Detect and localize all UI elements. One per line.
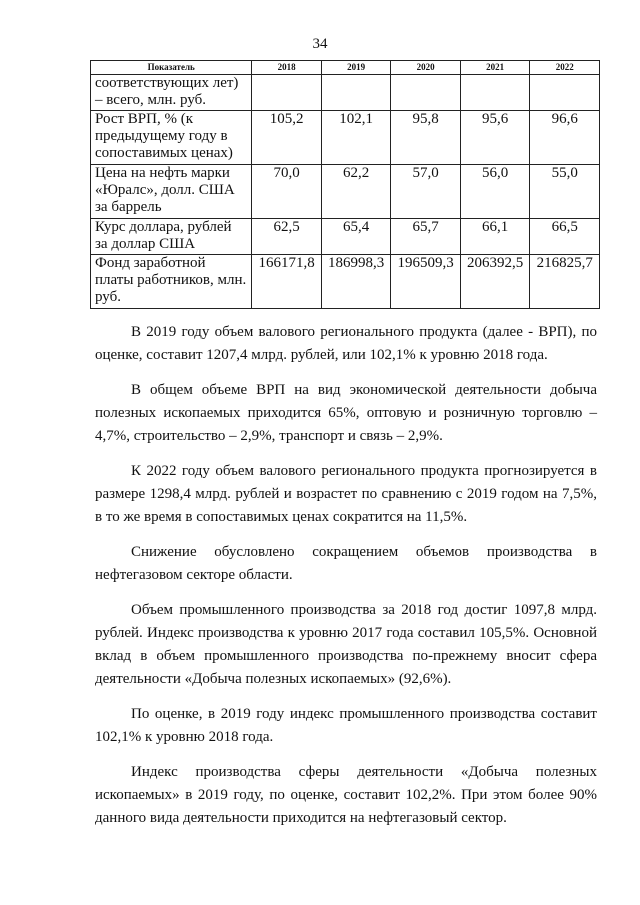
cell	[460, 75, 530, 111]
header-2022: 2022	[530, 61, 600, 75]
paragraph: В общем объеме ВРП на вид экономической деятельности добыча полезных ископаемых приходится 65%, оптовую и розничную торговлю – 4,7%, строительство – 2,9%, транспорт и связь – 2,9%.	[95, 382, 597, 444]
cell: 65,7	[391, 219, 461, 255]
cell	[391, 75, 461, 111]
cell: 102,1	[321, 111, 391, 165]
paragraph: По оценке, в 2019 году индекс промышленного производства составит 102,1% к уровню 2018 года.	[95, 706, 597, 745]
cell: 70,0	[252, 165, 322, 219]
cell: 196509,3	[391, 255, 461, 309]
cell: 55,0	[530, 165, 600, 219]
table-row	[91, 219, 600, 255]
header-2019: 2019	[321, 61, 391, 75]
paragraph: Снижение обусловлено сокращением объемов производства в нефтегазовом секторе области.	[95, 544, 597, 583]
header-indicator: Показатель	[91, 61, 252, 75]
header-2020: 2020	[391, 61, 461, 75]
forecast-table	[90, 60, 600, 309]
cell	[530, 75, 600, 111]
body-text	[95, 321, 597, 842]
cell	[321, 75, 391, 111]
cell: 206392,5	[460, 255, 530, 309]
cell: 95,8	[391, 111, 461, 165]
row-label: Курс доллара, рублей за доллар США	[91, 219, 252, 255]
row-label: Фонд заработной платы работников, млн. руб.	[91, 255, 252, 309]
cell: 95,6	[460, 111, 530, 165]
cell	[252, 75, 322, 111]
cell: 66,5	[530, 219, 600, 255]
table-row	[91, 255, 600, 309]
row-label: Рост ВРП, % (к предыдущему году в сопоставимых ценах)	[91, 111, 252, 165]
cell: 186998,3	[321, 255, 391, 309]
table-header-row	[91, 61, 600, 75]
paragraph: К 2022 году объем валового регионального продукта прогнозируется в размере 1298,4 млрд. рублей и возрастет по сравнению с 2019 годом на 7,5%, в то же время в сопоставимых ценах сократится на 11,5%.	[95, 463, 597, 525]
table-row	[91, 111, 600, 165]
cell: 57,0	[391, 165, 461, 219]
cell: 66,1	[460, 219, 530, 255]
row-label: Цена на нефть марки «Юралс», долл. США за баррель	[91, 165, 252, 219]
cell: 62,2	[321, 165, 391, 219]
cell: 56,0	[460, 165, 530, 219]
cell: 216825,7	[530, 255, 600, 309]
table-row	[91, 165, 600, 219]
page-number: 34	[312, 36, 328, 52]
paragraph: Индекс производства сферы деятельности «Добыча полезных ископаемых» в 2019 году, по оценке, составит 102,2%. При этом более 90% данного вида деятельности приходится на нефтегазовый сектор.	[95, 764, 597, 826]
cell: 105,2	[252, 111, 322, 165]
cell: 166171,8	[252, 255, 322, 309]
header-2021: 2021	[460, 61, 530, 75]
row-label: соответствующих лет) – всего, млн. руб.	[91, 75, 252, 111]
cell: 96,6	[530, 111, 600, 165]
paragraph: В 2019 году объем валового регионального продукта (далее - ВРП), по оценке, составит 1207,4 млрд. рублей, или 102,1% к уровню 2018 года.	[95, 324, 597, 363]
table-row	[91, 75, 600, 111]
paragraph: Объем промышленного производства за 2018 год достиг 1097,8 млрд. рублей. Индекс производства к уровню 2017 года составил 105,5%. Основной вклад в объем промышленного производства по-прежнему вносит сфера деятельности «Добыча полезных ископаемых» (92,6%).	[95, 602, 597, 687]
cell: 65,4	[321, 219, 391, 255]
cell: 62,5	[252, 219, 322, 255]
header-2018: 2018	[252, 61, 322, 75]
